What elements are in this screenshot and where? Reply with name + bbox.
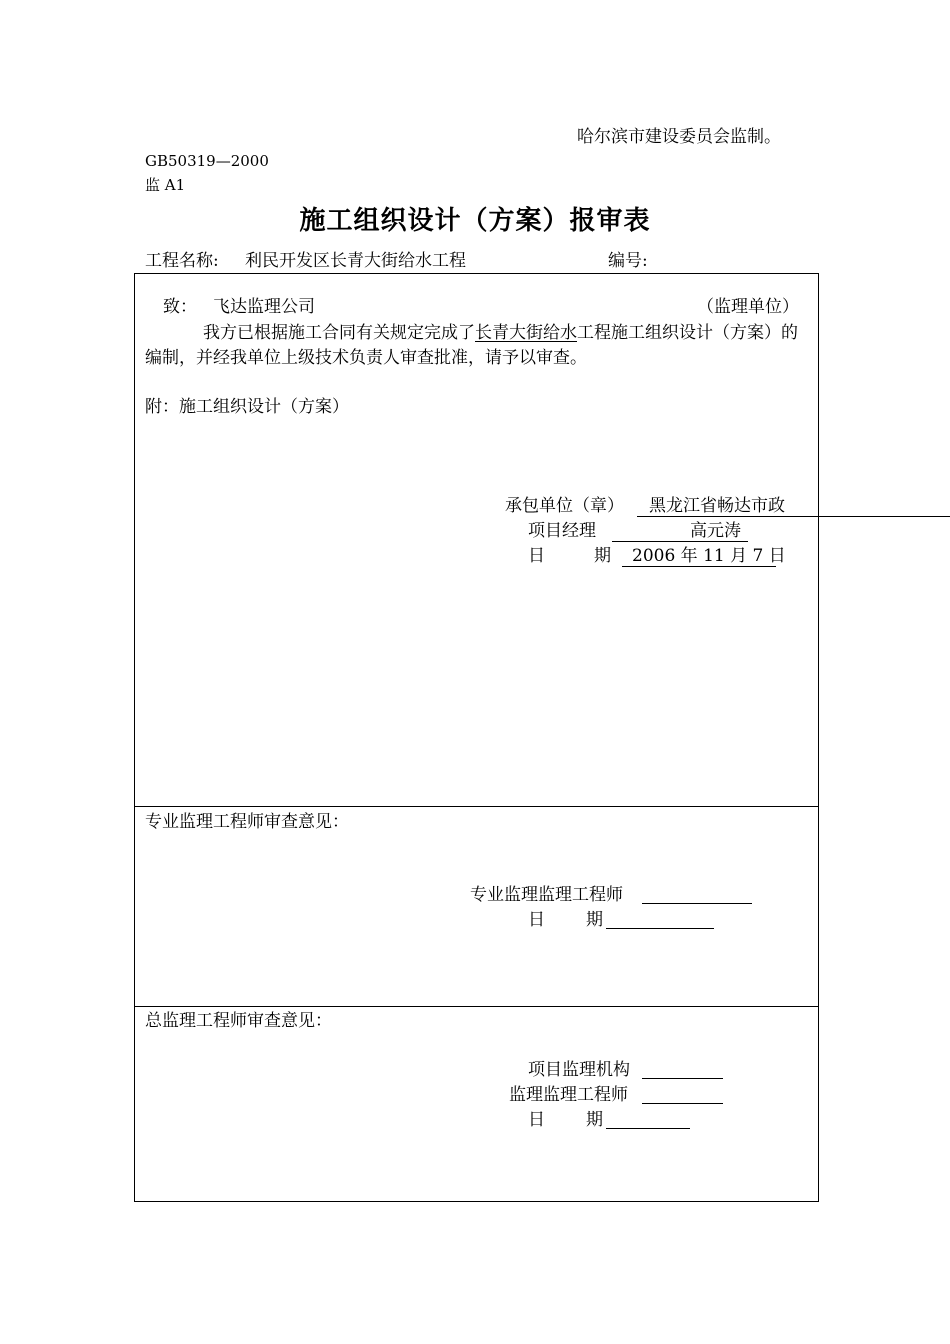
chief-review-heading: 总监理工程师审查意见：	[145, 1011, 332, 1031]
date-underline	[622, 566, 776, 567]
chief-date-label-part1: 日	[528, 1110, 545, 1130]
project-name-value: 利民开发区长青大街给水工程	[245, 251, 466, 271]
attachment-note: 附：施工组织设计（方案）	[145, 397, 349, 417]
page-title: 施工组织设计（方案）报审表	[299, 206, 651, 236]
specialist-engineer-label: 专业监理监理工程师	[470, 885, 623, 905]
specialist-engineer-signature-line[interactable]	[642, 903, 752, 904]
specialist-date-line[interactable]	[606, 928, 714, 929]
date-label-part1: 日	[528, 546, 545, 566]
paragraph-text-1: 我方已根据施工合同有关规定完成了	[203, 323, 475, 343]
paragraph-project-underlined: 长青大街给水	[475, 323, 577, 343]
section-divider-2	[134, 1006, 819, 1007]
contractor-underline	[637, 516, 950, 517]
addressee-suffix: （监理单位）	[697, 297, 799, 317]
date-label-part2: 期	[594, 546, 611, 566]
addressee-label: 致：	[163, 297, 197, 317]
manager-value: 高元涛	[690, 521, 741, 541]
specialist-date-label-part1: 日	[528, 910, 545, 930]
contractor-value: 黑龙江省畅达市政	[649, 496, 785, 516]
submission-date: 2006 年 11 月 7 日	[632, 546, 786, 566]
submission-paragraph	[145, 321, 813, 371]
form-code: 监 A1	[145, 176, 186, 194]
issuer-text: 哈尔滨市建设委员会监制。	[577, 127, 781, 147]
standard-code: GB50319—2000	[145, 152, 269, 170]
specialist-review-heading: 专业监理工程师审查意见：	[145, 812, 349, 832]
manager-label: 项目经理	[528, 521, 596, 541]
supervision-org-label: 项目监理机构	[528, 1060, 630, 1080]
addressee-value: 飞达监理公司	[213, 297, 315, 317]
section-divider-1	[134, 806, 819, 807]
chief-date-label-part2: 期	[586, 1110, 603, 1130]
manager-underline	[612, 541, 748, 542]
paragraph-text-2: 工程施工组织设计（方案）的编制，并经我单位上级技术负责人审查批准，请予以审查。	[145, 323, 798, 368]
contractor-label: 承包单位（章）	[505, 496, 624, 516]
chief-engineer-signature-line[interactable]	[642, 1103, 723, 1104]
project-number-label: 编号:	[608, 251, 648, 271]
chief-engineer-label: 监理监理工程师	[509, 1085, 628, 1105]
supervision-org-line[interactable]	[642, 1078, 723, 1079]
specialist-date-label-part2: 期	[586, 910, 603, 930]
project-name-label: 工程名称:	[145, 251, 219, 271]
chief-date-line[interactable]	[606, 1128, 690, 1129]
